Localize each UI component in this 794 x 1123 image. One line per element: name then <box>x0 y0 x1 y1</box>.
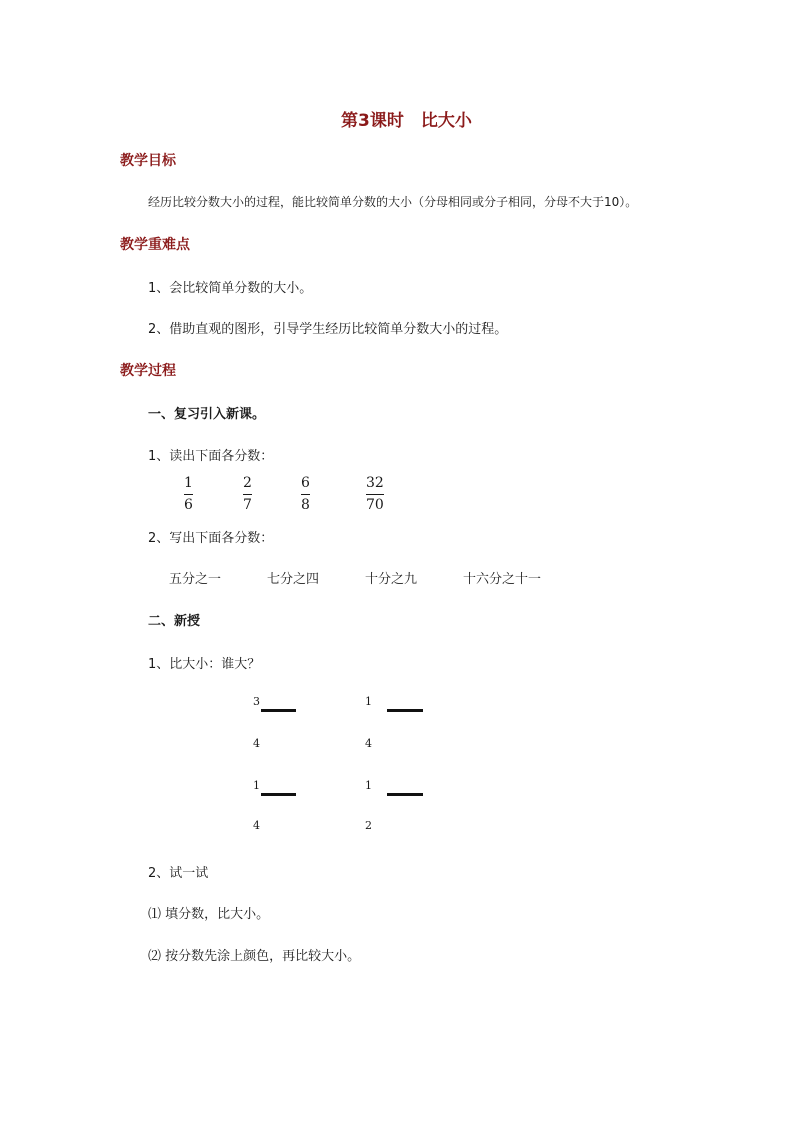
fraction-1 <box>184 475 193 514</box>
keys-item-2: 2、借助直观的图形，引导学生经历比较简单分数大小的过程。 <box>148 322 508 337</box>
process-heading: 教学过程 <box>120 363 176 379</box>
fraction-3-denominator: 8 <box>301 497 310 513</box>
part1-heading: 一、复习引入新课。 <box>148 407 266 422</box>
fraction-2-bar <box>243 494 252 495</box>
fraction-4-denominator: 70 <box>366 497 384 513</box>
part2-sub-1: ⑴ 填分数，比大小。 <box>148 907 270 922</box>
compare-a-blank <box>261 709 296 712</box>
word-fraction-1: 五分之一 <box>169 572 222 587</box>
word-fraction-2: 七分之四 <box>267 572 320 587</box>
word-fraction-4: 十六分之十一 <box>463 572 542 587</box>
fraction-2-numerator: 2 <box>243 475 252 491</box>
compare-b-denominator: 4 <box>365 737 372 750</box>
part2-question-compare: 1、比大小：谁大？ <box>148 657 261 672</box>
fraction-1-bar <box>184 494 193 495</box>
fraction-3-numerator: 6 <box>301 475 310 491</box>
part2-heading: 二、新授 <box>148 614 201 629</box>
keys-item-1: 1、会比较简单分数的大小。 <box>148 281 313 296</box>
fraction-1-numerator: 1 <box>184 475 193 491</box>
fraction-4-bar <box>366 494 384 495</box>
word-fraction-3: 十分之九 <box>365 572 418 587</box>
part2-sub-2: ⑵ 按分数先涂上颜色，再比较大小。 <box>148 949 361 964</box>
fraction-4-numerator: 32 <box>366 475 384 491</box>
compare-b-numerator: 1 <box>365 695 372 708</box>
compare-d-numerator: 1 <box>365 779 372 792</box>
compare-c-denominator: 4 <box>253 819 260 832</box>
compare-a-numerator: 3 <box>253 695 260 708</box>
part1-question-read: 1、读出下面各分数： <box>148 449 274 464</box>
fraction-4 <box>366 475 384 514</box>
goals-heading: 教学目标 <box>120 153 176 169</box>
fraction-2-denominator: 7 <box>243 497 252 513</box>
part1-question-write: 2、写出下面各分数： <box>148 531 274 546</box>
compare-a-denominator: 4 <box>253 737 260 750</box>
compare-c-blank <box>261 793 296 796</box>
compare-d-denominator: 2 <box>365 819 372 832</box>
goals-text: 经历比较分数大小的过程，能比较简单分数的大小（分母相同或分子相同，分母不大于10）。 <box>148 195 638 209</box>
compare-d-blank <box>387 793 423 796</box>
keys-heading: 教学重难点 <box>120 237 190 253</box>
fraction-2 <box>243 475 252 514</box>
fraction-3-bar <box>301 494 310 495</box>
fraction-1-denominator: 6 <box>184 497 193 513</box>
fraction-3 <box>301 475 310 514</box>
compare-c-numerator: 1 <box>253 779 260 792</box>
page-title: 第3课时 比大小 <box>341 111 472 131</box>
part2-question-try: 2、试一试 <box>148 866 209 881</box>
compare-b-blank <box>387 709 423 712</box>
